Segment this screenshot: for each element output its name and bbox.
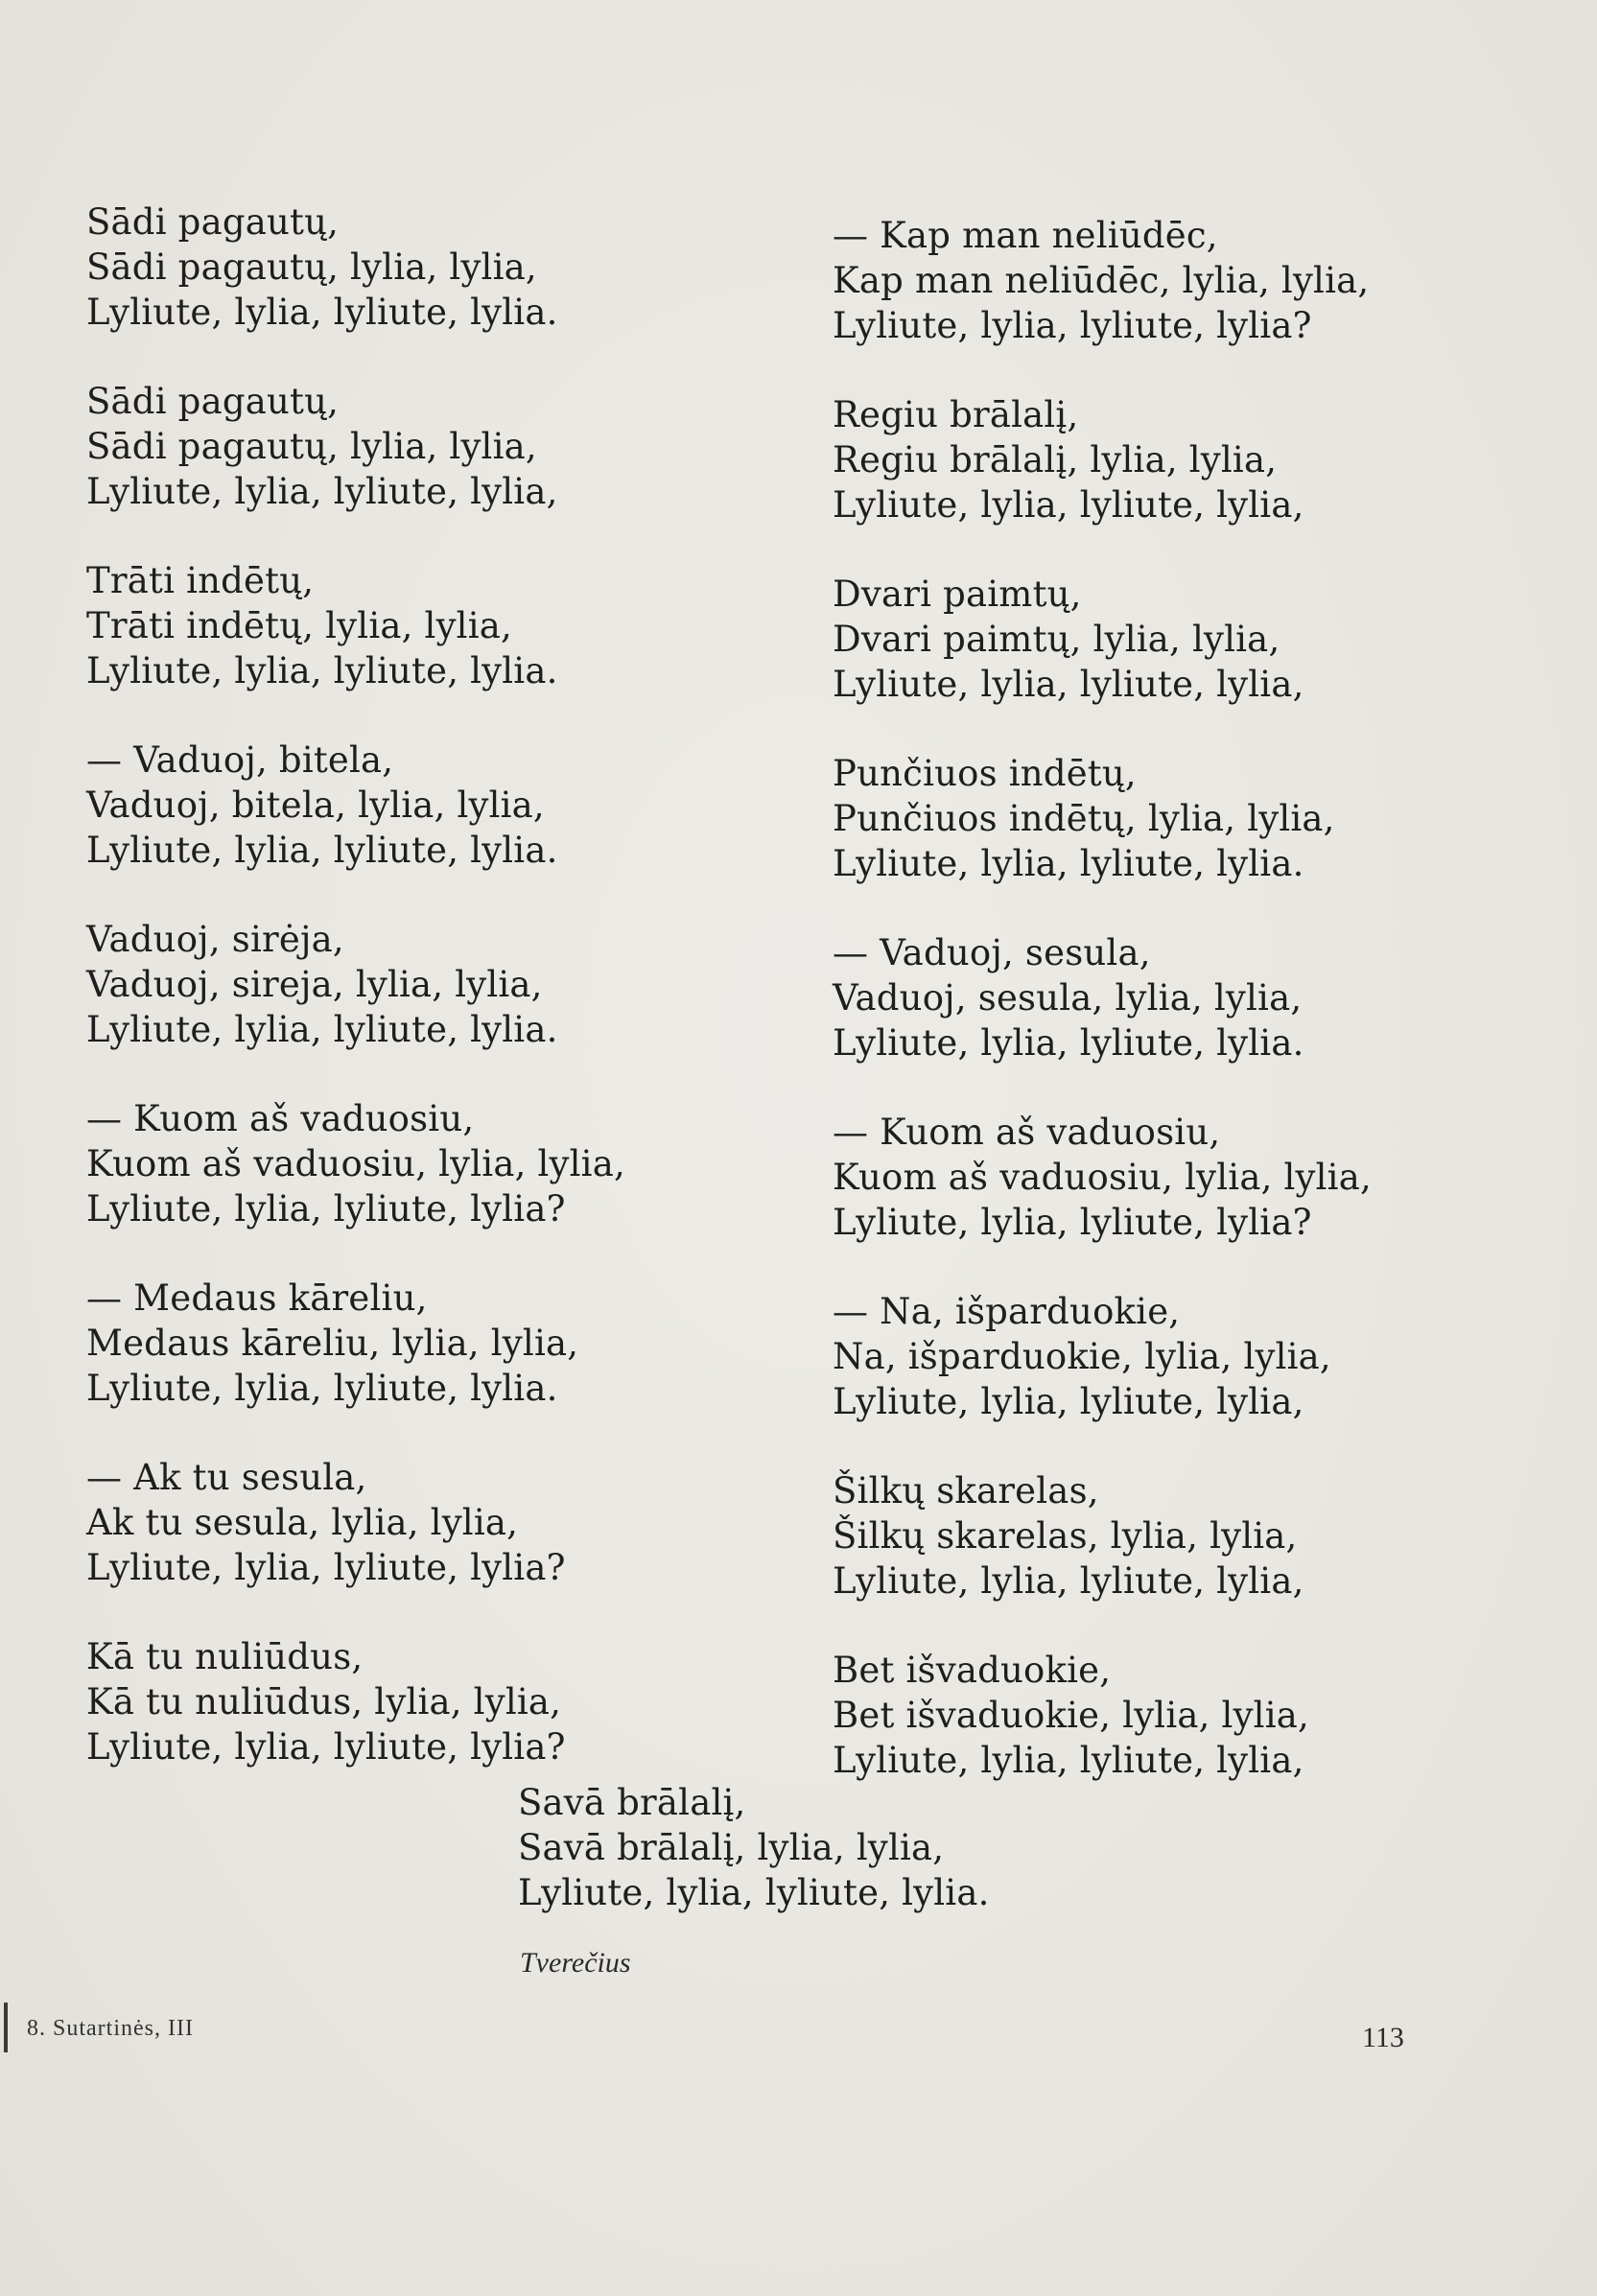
stanza: [86, 379, 758, 514]
verse-line: Lyliute, lylia, lyliute, lylia.: [86, 830, 558, 871]
stanza: [833, 392, 1504, 527]
verse-line: Lyliute, lylia, lyliute, lylia,: [833, 664, 1304, 705]
verse-line: Dvari paimtų,: [833, 574, 1082, 615]
stanza: [86, 1276, 758, 1411]
verse-line: Medaus kāreliu, lylia, lylia,: [86, 1323, 579, 1364]
verse-line: Kā tu nuliūdus, lylia, lylia,: [86, 1681, 562, 1722]
verse-line: Lyliute, lylia, lyliute, lylia.: [833, 1022, 1304, 1064]
right-column: [833, 213, 1504, 1827]
verse-line: Sādi pagautų, lylia, lylia,: [86, 246, 537, 288]
verse-line: Lyliute, lylia, lyliute, lylia.: [518, 1872, 990, 1913]
stanza: [86, 917, 758, 1052]
verse-line: Sādi pagautų, lylia, lylia,: [86, 426, 537, 467]
verse-line: Lyliute, lylia, lyliute, lylia.: [86, 1009, 558, 1050]
verse-line: Na, išparduokie, lylia, lylia,: [833, 1336, 1331, 1377]
verse-line: Dvari paimtų, lylia, lylia,: [833, 619, 1280, 660]
stanza: [833, 930, 1504, 1066]
stanza: [86, 558, 758, 693]
stanza: [86, 1096, 758, 1231]
stanza: [833, 572, 1504, 707]
verse-line: Trāti indētų,: [86, 560, 315, 601]
verse-line: Kap man neliūdēc, lylia, lylia,: [833, 260, 1370, 301]
verse-line: Vaduoj, sesula, lylia, lylia,: [833, 977, 1303, 1019]
verse-line: — Kuom aš vaduosiu,: [833, 1112, 1221, 1153]
verse-line: Sādi pagautų,: [86, 381, 340, 422]
stanza: [86, 1455, 758, 1590]
verse-line: Punčiuos indētų,: [833, 753, 1137, 794]
stanza: [833, 213, 1504, 348]
verse-line: Lyliute, lylia, lyliute, lylia?: [833, 305, 1312, 346]
verse-line: Lyliute, lylia, lyliute, lylia,: [833, 484, 1304, 526]
verse-line: Šilkų skarelas,: [833, 1470, 1099, 1511]
stanza: [833, 1289, 1504, 1424]
stanza: [86, 199, 758, 335]
stanza: [86, 1634, 758, 1769]
stanza: [86, 738, 758, 873]
author-credit: Tverečius: [520, 1947, 631, 1979]
verse-line: Regiu brālalį, lylia, lylia,: [833, 439, 1278, 480]
verse-line: Lyliute, lylia, lyliute, lylia?: [86, 1547, 566, 1588]
verse-line: Vaduoj, sirėja,: [86, 919, 344, 960]
verse-line: Lyliute, lylia, lyliute, lylia?: [833, 1202, 1312, 1243]
verse-line: Lyliute, lylia, lyliute, lylia,: [86, 471, 558, 512]
verse-line: — Ak tu sesula,: [86, 1457, 367, 1498]
verse-line: Lyliute, lylia, lyliute, lylia,: [833, 1740, 1304, 1781]
verse-line: Bet išvaduokie, lylia, lylia,: [833, 1695, 1309, 1736]
verse-line: Regiu brālalį,: [833, 394, 1079, 435]
verse-line: Savā brālalį,: [518, 1782, 746, 1823]
verse-line: Punčiuos indētų, lylia, lylia,: [833, 798, 1335, 839]
left-column: [86, 199, 758, 1814]
verse-line: — Na, išparduokie,: [833, 1291, 1181, 1332]
verse-line: Kuom aš vaduosiu, lylia, lylia,: [833, 1157, 1372, 1198]
verse-line: Lyliute, lylia, lyliute, lylia.: [86, 650, 558, 691]
verse-line: — Kap man neliūdēc,: [833, 215, 1218, 256]
final-stanza: [518, 1780, 1189, 1915]
signature-mark: [4, 2003, 8, 2052]
verse-line: Lyliute, lylia, lyliute, lylia?: [86, 1726, 566, 1768]
verse-line: Vaduoj, bitela, lylia, lylia,: [86, 785, 545, 826]
verse-line: Lyliute, lylia, lyliute, lylia.: [833, 843, 1304, 884]
verse-line: Ak tu sesula, lylia, lylia,: [86, 1502, 519, 1543]
verse-line: Trāti indētų, lylia, lylia,: [86, 605, 512, 646]
verse-line: Savā brālalį, lylia, lylia,: [518, 1827, 945, 1868]
verse-line: Kā tu nuliūdus,: [86, 1636, 364, 1677]
verse-line: Sādi pagautų,: [86, 201, 340, 243]
verse-line: Lyliute, lylia, lyliute, lylia?: [86, 1188, 566, 1230]
verse-line: — Vaduoj, sesula,: [833, 932, 1151, 973]
verse-line: Lyliute, lylia, lyliute, lylia,: [833, 1381, 1304, 1422]
verse-line: Kuom aš vaduosiu, lylia, lylia,: [86, 1143, 625, 1184]
stanza: [833, 1468, 1504, 1604]
verse-line: Lyliute, lylia, lyliute, lylia.: [86, 1368, 558, 1409]
page-number: 113: [1362, 2022, 1404, 2053]
verse-line: Vaduoj, sireja, lylia, lylia,: [86, 964, 543, 1005]
verse-line: — Medaus kāreliu,: [86, 1277, 428, 1319]
footer-signature: 8. Sutartinės, III: [27, 2016, 194, 2041]
verse-line: Lyliute, lylia, lyliute, lylia.: [86, 292, 558, 333]
stanza: [833, 1110, 1504, 1245]
stanza: [833, 751, 1504, 886]
verse-line: Bet išvaduokie,: [833, 1650, 1112, 1691]
verse-line: Lyliute, lylia, lyliute, lylia,: [833, 1560, 1304, 1602]
stanza: [833, 1648, 1504, 1783]
verse-line: Šilkų skarelas, lylia, lylia,: [833, 1515, 1298, 1557]
verse-line: — Vaduoj, bitela,: [86, 739, 394, 781]
verse-line: — Kuom aš vaduosiu,: [86, 1098, 475, 1139]
